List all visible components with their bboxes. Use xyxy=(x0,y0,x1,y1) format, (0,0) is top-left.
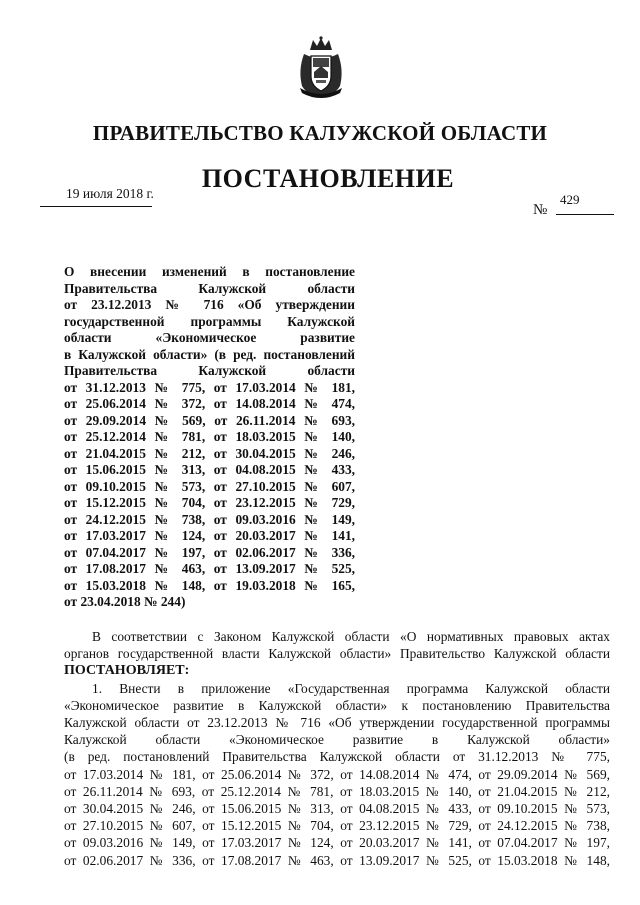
preamble-line: органов государственной власти Калужской области» Правительство Калужской области xyxy=(64,646,610,662)
subject-line: от 15.06.2015 № 313, от 04.08.2015 № 433, xyxy=(64,462,355,477)
subject-line: от 29.09.2014 № 569, от 26.11.2014 № 693, xyxy=(64,412,355,428)
number-sign: № xyxy=(533,202,548,218)
item-line: от 02.06.2017 № 336, от 17.08.2017 № 463, от 13.09.2017 № 525, от 15.03.2018 № 148, xyxy=(64,852,610,868)
document-date: 19 июля 2018 г. xyxy=(66,186,154,201)
subject-line: от 24.12.2015 № 738, от 09.03.2016 № 149, xyxy=(64,511,355,527)
document-number: 429 xyxy=(560,192,580,207)
subject-line: государственной программы Калужской xyxy=(64,313,355,329)
subject-line: от 25.12.2014 № 781, от 18.03.2015 № 140, xyxy=(64,429,355,444)
subject-line: О внесении изменений в постановление xyxy=(64,264,355,279)
subject-line: от 17.03.2017 № 124, от 20.03.2017 № 141, xyxy=(64,528,355,543)
item-line: от 30.04.2015 № 246, от 15.06.2015 № 313, от 04.08.2015 № 433, от 09.10.2015 № 573, xyxy=(64,801,610,817)
subject-line: от 23.04.2018 № 244) xyxy=(64,594,186,609)
item-line: от 17.03.2014 № 181, от 25.06.2014 № 372, от 14.08.2014 № 474, от 29.09.2014 № 569, xyxy=(64,766,610,782)
document-subject xyxy=(64,264,355,611)
subject-line: Правительства Калужской области xyxy=(64,280,355,296)
item-line: от 27.10.2015 № 607, от 15.12.2015 № 704, от 23.12.2015 № 729, от 24.12.2015 № 738, xyxy=(64,818,610,834)
document-type-title: ПОСТАНОВЛЕНИЕ xyxy=(201,164,455,193)
item-line: Калужской области «Экономическое развитие в Калужской области» xyxy=(64,732,610,748)
subject-line: Правительства Калужской области xyxy=(64,363,355,378)
item-line: Калужской области от 23.12.2013 № 716 «Об утверждении государственной программы xyxy=(64,715,610,731)
item-line: «Экономическое развитие в Калужской области» к постановлению Правительства xyxy=(64,697,610,713)
item-line: 1. Внести в приложение «Государственная программа Калужской области xyxy=(92,680,610,696)
subject-line: от 31.12.2013 № 775, от 17.03.2014 № 181, xyxy=(64,379,355,395)
date-underline xyxy=(40,206,152,207)
subject-line: области «Экономическое развитие xyxy=(64,330,355,345)
preamble-line: В соответствии с Законом Калужской области «О нормативных правовых актах xyxy=(92,629,610,644)
subject-line: от 09.10.2015 № 573, от 27.10.2015 № 607, xyxy=(64,478,355,494)
item-line: (в ред. постановлений Правительства Калужской области от 31.12.2013 № 775, xyxy=(64,749,610,765)
item-line: от 09.03.2016 № 149, от 17.03.2017 № 124, от 20.03.2017 № 141, от 07.04.2017 № 197, xyxy=(64,835,610,851)
decree-word: ПОСТАНОВЛЯЕТ: xyxy=(64,663,190,679)
subject-line: от 17.08.2017 № 463, от 13.09.2017 № 525, xyxy=(64,561,355,576)
subject-line: от 25.06.2014 № 372, от 14.08.2014 № 474, xyxy=(64,396,355,411)
subject-line: от 23.12.2013 № 716 «Об утверждении xyxy=(64,297,355,312)
item-line: от 26.11.2014 № 693, от 25.12.2014 № 781, от 18.03.2015 № 140, от 21.04.2015 № 212, xyxy=(64,783,610,799)
number-underline xyxy=(556,214,614,215)
subject-line: от 07.04.2017 № 197, от 02.06.2017 № 336, xyxy=(64,544,355,560)
coat-of-arms-emblem xyxy=(296,36,346,100)
subject-line: от 21.04.2015 № 212, от 30.04.2015 № 246, xyxy=(64,445,355,461)
organization-title: ПРАВИТЕЛЬСТВО КАЛУЖСКОЙ ОБЛАСТИ xyxy=(92,121,548,145)
subject-line: в Калужской области» (в ред. постановлений xyxy=(64,346,355,362)
document-body xyxy=(64,628,610,869)
subject-line: от 15.03.2018 № 148, от 19.03.2018 № 165, xyxy=(64,577,355,593)
subject-line: от 15.12.2015 № 704, от 23.12.2015 № 729, xyxy=(64,495,355,510)
